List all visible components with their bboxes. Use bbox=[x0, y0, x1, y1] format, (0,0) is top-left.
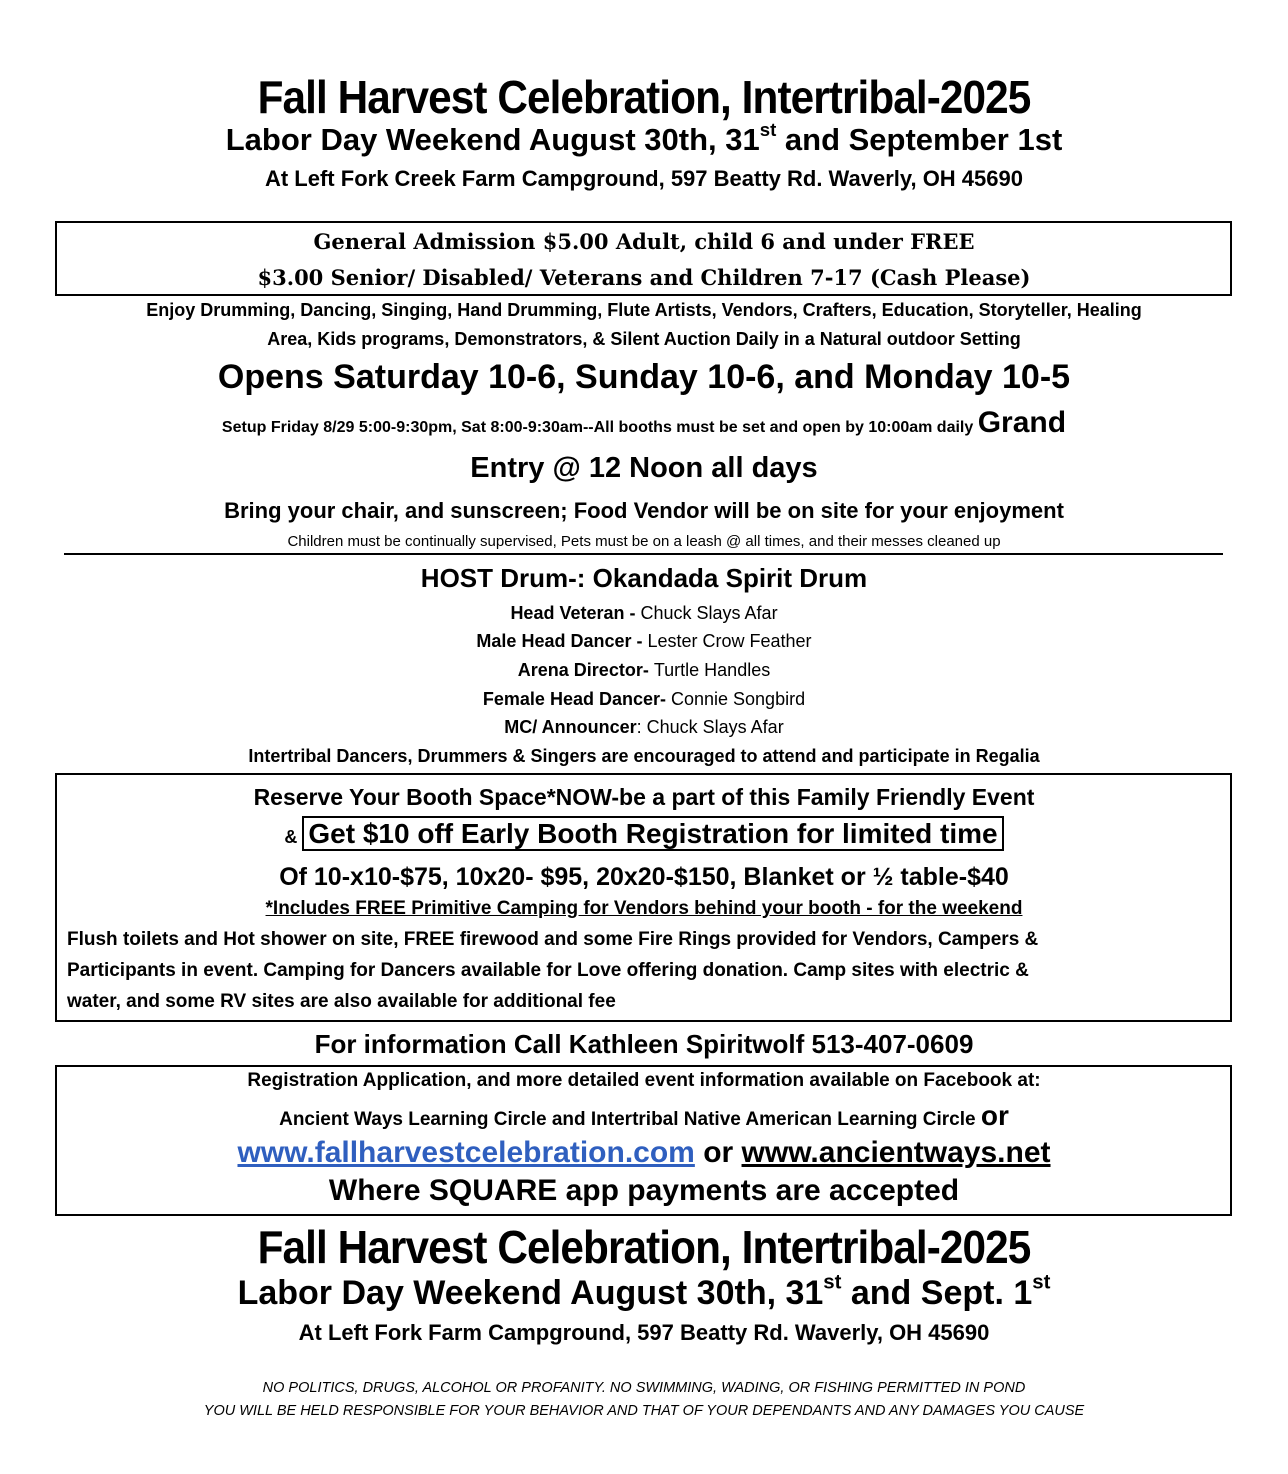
conduct-notice-1: NO POLITICS, DRUGS, ALCOHOL OR PROFANITY. NO SWIMMING, WADING, OR FISHING PERMITTED IN POND bbox=[262, 1380, 1026, 1396]
divider bbox=[64, 553, 1223, 555]
dates-text: Labor Day Weekend August 30th, 31 bbox=[225, 122, 760, 157]
role-label: Female Head Dancer- bbox=[482, 689, 671, 709]
grand-text: Grand bbox=[977, 406, 1067, 439]
footer-dates bbox=[0, 1271, 1288, 1313]
dates-sup: st bbox=[759, 119, 777, 141]
footer-address: At Left Fork Farm Campground, 597 Beatty Rd. Waverly, OH 45690 bbox=[298, 1320, 990, 1345]
or-text: or bbox=[980, 1100, 1009, 1131]
event-address: At Left Fork Creek Farm Campground, 597 Beatty Rd. Waverly, OH 45690 bbox=[264, 166, 1023, 191]
staff-role-row bbox=[0, 660, 1288, 681]
activities-line-2: Area, Kids programs, Demonstrators, & Silent Auction Daily in a Natural outdoor Setting bbox=[267, 329, 1021, 349]
role-label: Head Veteran - bbox=[510, 603, 641, 623]
event-title: Fall Harvest Celebration, Intertribal-2025 bbox=[257, 71, 1031, 123]
opening-hours: Opens Saturday 10-6, Sunday 10-6, and Monday 10-5 bbox=[217, 358, 1071, 396]
admission-line-1: General Admission $5.00 Adult, child 6 and under FREE bbox=[313, 229, 975, 254]
footer-title: Fall Harvest Celebration, Intertribal-2025 bbox=[257, 1221, 1031, 1273]
staff-role-row bbox=[0, 689, 1288, 710]
contact-phone: For information Call Kathleen Spiritwolf 513-407-0609 bbox=[314, 1029, 974, 1059]
event-dates bbox=[0, 119, 1288, 158]
role-name: Chuck Slays Afar bbox=[640, 603, 778, 623]
early-discount bbox=[0, 818, 1288, 850]
setup-text: Setup Friday 8/29 5:00-9:30pm, Sat 8:00-9:30am--All booths must be set and open by 10:00am daily bbox=[221, 419, 978, 436]
role-label: Male Head Dancer - bbox=[476, 631, 648, 651]
dates-text: Labor Day Weekend August 30th, 31 bbox=[237, 1274, 824, 1312]
booth-prices: Of 10-x10-$75, 10x20- $95, 20x20-$150, Blanket or ½ table-$40 bbox=[279, 863, 1009, 891]
ampersand: & bbox=[284, 827, 303, 847]
supervision-rules: Children must be continually supervised, Pets must be on a leash @ all times, and their messes cleaned up bbox=[287, 533, 1001, 550]
staff-role-row bbox=[0, 631, 1288, 652]
website-links bbox=[0, 1136, 1288, 1170]
grand-entry: Entry @ 12 Noon all days bbox=[470, 452, 818, 484]
amenities-line-1: Flush toilets and Hot shower on site, FREE firewood and some Fire Rings provided for Vendors, Campers & bbox=[67, 929, 1039, 950]
amenities-line-2: Participants in event. Camping for Dancers available for Love offering donation. Camp sites with electric & bbox=[67, 960, 1029, 981]
dates-suffix: and September 1st bbox=[776, 122, 1063, 157]
dates-mid: and Sept. 1 bbox=[841, 1274, 1033, 1312]
staff-role-row bbox=[0, 717, 1288, 738]
regalia-invite: Intertribal Dancers, Drummers & Singers are encouraged to attend and participate in Regalia bbox=[248, 746, 1040, 766]
or-separator: or bbox=[694, 1136, 742, 1169]
role-name: Turtle Handles bbox=[653, 660, 771, 680]
role-name: Connie Songbird bbox=[670, 689, 806, 709]
host-drum: HOST Drum-: Okandada Spirit Drum bbox=[420, 563, 868, 593]
facebook-text: Ancient Ways Learning Circle and Intertribal Native American Learning Circle bbox=[279, 1109, 981, 1130]
amenities-line-3: water, and some RV sites are also available for additional fee bbox=[67, 991, 616, 1012]
role-name: : Chuck Slays Afar bbox=[636, 717, 784, 737]
setup-times bbox=[0, 406, 1288, 440]
staff-role-row bbox=[0, 603, 1288, 624]
conduct-notice-2: YOU WILL BE HELD RESPONSIBLE FOR YOUR BEHAVIOR AND THAT OF YOUR DEPENDANTS AND ANY DAMAGES YOU CAUSE bbox=[203, 1403, 1085, 1419]
ancientways-link[interactable]: www.ancientways.net bbox=[741, 1136, 1051, 1169]
role-label: Arena Director- bbox=[517, 660, 654, 680]
dates-sup: st bbox=[1032, 1271, 1051, 1294]
bring-notice: Bring your chair, and sunscreen; Food Vendor will be on site for your enjoyment bbox=[224, 498, 1064, 523]
role-label: MC/ Announcer bbox=[504, 717, 637, 737]
camping-included: *Includes FREE Primitive Camping for Vendors behind your booth - for the weekend bbox=[265, 898, 1023, 919]
activities-line-1: Enjoy Drumming, Dancing, Singing, Hand Drumming, Flute Artists, Vendors, Crafters, Education, Storyteller, Healing bbox=[146, 300, 1142, 320]
fallharvest-link[interactable]: www.fallharvestcelebration.com bbox=[237, 1136, 695, 1169]
admission-line-2: $3.00 Senior/ Disabled/ Veterans and Children 7-17 (Cash Please) bbox=[257, 265, 1031, 290]
facebook-groups bbox=[0, 1100, 1288, 1132]
role-name: Lester Crow Feather bbox=[647, 631, 812, 651]
discount-highlight: Get $10 off Early Booth Registration for limited time bbox=[302, 816, 1003, 851]
reserve-booth: Reserve Your Booth Space*NOW-be a part of this Family Friendly Event bbox=[253, 784, 1035, 810]
dates-sup: st bbox=[823, 1271, 842, 1294]
square-payments: Where SQUARE app payments are accepted bbox=[328, 1174, 960, 1207]
registration-info: Registration Application, and more detailed event information available on Facebook at: bbox=[247, 1070, 1041, 1091]
